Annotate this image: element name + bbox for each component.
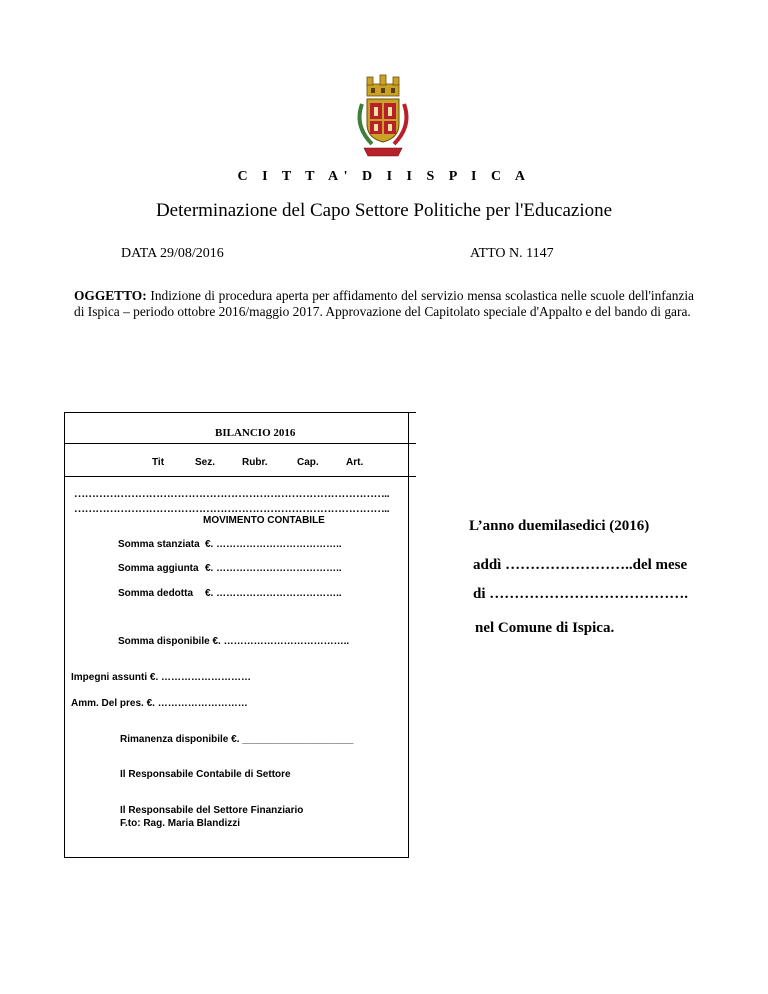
amm-del-pres: Amm. Del pres. €. ……………………… bbox=[71, 698, 248, 709]
subject-paragraph bbox=[74, 288, 694, 320]
dotted-line-2: …………………………………………………………………………….. bbox=[74, 503, 390, 515]
box-stub-top bbox=[409, 412, 416, 413]
accounting-box bbox=[64, 412, 409, 858]
column-art: Art. bbox=[346, 457, 364, 468]
somma-disponibile: Somma disponibile €. ……………………………….. bbox=[118, 636, 350, 647]
comune-text: nel Comune di Ispica. bbox=[475, 620, 615, 636]
movimento-title: MOVIMENTO CONTABILE bbox=[203, 515, 325, 526]
column-sez: Sez. bbox=[195, 457, 216, 468]
row-value: €. ……………………………….. bbox=[205, 588, 342, 599]
box-divider-1 bbox=[64, 443, 416, 444]
di-text: di …………………………………. bbox=[473, 586, 689, 602]
subject-label: OGGETTO: bbox=[74, 288, 147, 303]
subject-text: Indizione di procedura aperta per affidamento del servizio mensa scolastica nelle scuole dell'infanzia di Ispica – periodo ottobre 2016/maggio 2017. Approvazione del Capitolato speciale d'Appalto e del bando di gara. bbox=[74, 288, 694, 319]
box-divider-2 bbox=[64, 476, 416, 477]
document-title: Determinazione del Capo Settore Politiche per l'Educazione bbox=[155, 200, 613, 221]
row-value: €. ……………………………….. bbox=[205, 539, 342, 550]
city-name: C I T T A' D I I S P I C A bbox=[237, 169, 531, 184]
dotted-line-1: …………………………………………………………………………….. bbox=[74, 488, 390, 500]
anno-text: L’anno duemilasedici (2016) bbox=[469, 518, 650, 534]
row-label: Somma dedotta bbox=[118, 588, 194, 599]
city-crest-logo bbox=[350, 74, 416, 162]
responsabile-contabile: Il Responsabile Contabile di Settore bbox=[120, 769, 291, 780]
addi-text: addì ……………………..del mese bbox=[473, 557, 688, 573]
responsabile-finanziario: Il Responsabile del Settore Finanziario bbox=[120, 805, 304, 816]
row-label: Somma aggiunta bbox=[118, 563, 199, 574]
bilancio-title: BILANCIO 2016 bbox=[215, 427, 296, 439]
column-rubr: Rubr. bbox=[242, 457, 268, 468]
column-tit: Tit bbox=[152, 457, 165, 468]
column-cap: Cap. bbox=[297, 457, 319, 468]
signature-line: F.to: Rag. Maria Blandizzi bbox=[120, 818, 241, 829]
row-label: Somma stanziata bbox=[118, 539, 200, 550]
act-number: ATTO N. 1147 bbox=[470, 246, 554, 261]
rimanenza-disponibile: Rimanenza disponibile €. ____________________ bbox=[120, 734, 354, 745]
row-value: €. ……………………………….. bbox=[205, 563, 342, 574]
document-date: DATA 29/08/2016 bbox=[121, 246, 224, 261]
impegni-assunti: Impegni assunti €. ……………………… bbox=[71, 672, 252, 683]
